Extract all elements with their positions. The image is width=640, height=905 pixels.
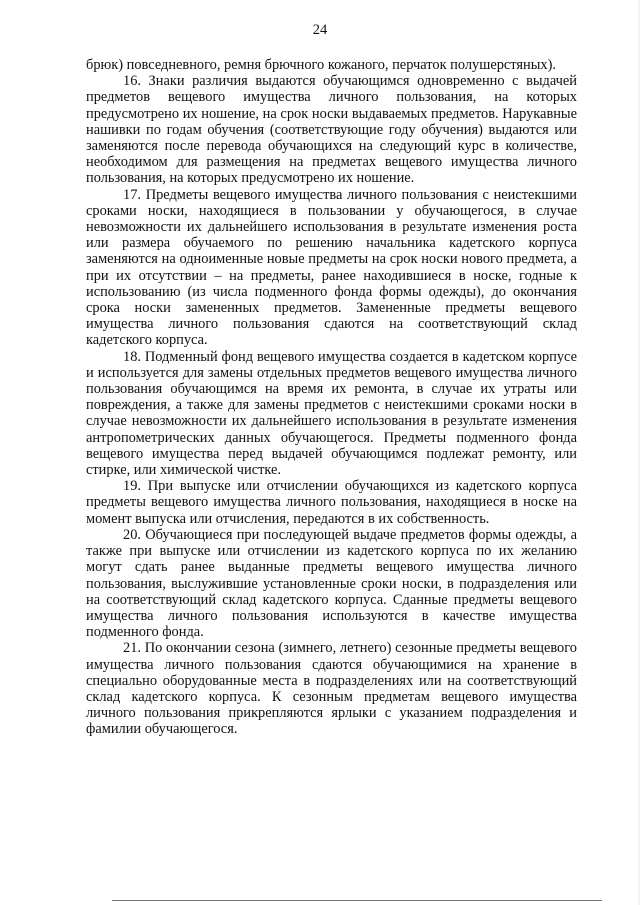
- paragraph-continuation: брюк) повседневного, ремня брючного кожаного, перчаток полушерстяных).: [86, 57, 556, 73]
- page-number: 24: [312, 22, 328, 38]
- paragraph-20: 20. Обучающиеся при последующей выдаче предметов формы одежды, а также при выпуске или отчислении из кадетского корпуса по их желанию могут сдать ранее выданные предметы вещевого имущества личного пользования, выслужившие установленные сроки носки, в подразделения или на соответствующий склад кадетского корпуса. Сданные предметы вещевого имущества личного пользования используются в качестве имущества подменного фонда.: [86, 526, 577, 641]
- paragraph-16: 16. Знаки различия выдаются обучающимся одновременно с выдачей предметов вещевого имущества личного пользования, на которых предусмотрено их ношение, на срок носки выдаваемых предметов. Нарукавные нашивки по годам обучения (соответствующие году обучения) выдаются или заменяются после перевода обучающихся на следующий курс в количестве, необходимом для размещения на предметах вещевого имущества личного пользования, на которых предусмотрено их ношение.: [86, 73, 577, 187]
- paragraph-18: 18. Подменный фонд вещевого имущества создается в кадетском корпусе и используется для замены отдельных предметов вещевого имущества личного пользования обучающимся на время их ремонта, в случае их утраты или повреждения, а также для замены предметов с неистекшими сроками носки в случае невозможности их дальнейшего использования в результате изменения антропометрических данных обучающегося. Предметы подменного фонда вещевого имущества перед выдачей обучающимся подлежат ремонту, или стирке, или химической чистке.: [86, 348, 577, 479]
- document-body: [86, 57, 577, 738]
- paragraph-21: 21. По окончании сезона (зимнего, летнего) сезонные предметы вещевого имущества личного пользования сдаются обучающимися на хранение в специально оборудованные места в подразделениях или на соответствующий склад кадетского корпуса. К сезонным предметам вещевого имущества личного пользования прикрепляются ярлыки с указанием подразделения и фамилии обучающегося.: [86, 640, 577, 738]
- paragraph-17: 17. Предметы вещевого имущества личного пользования с неистекшими сроками носки, находящиеся в пользовании у обучающегося, в случае невозможности их дальнейшего использования в результате изменения роста или размера обучаемого по решению начальника кадетского корпуса заменяются на одноименные новые предметы на срок носки нового предмета, а при их отсутствии – на предметы, ранее находившиеся в носке, годные к использованию (из числа подменного фонда формы одежды), до окончания срока носки замененных предметов. Замененные предметы вещевого имущества личного пользования сдаются на соответствующий склад кадетского корпуса.: [86, 186, 577, 349]
- paragraph-19: 19. При выпуске или отчислении обучающихся из кадетского корпуса предметы вещевого имущества личного пользования, находящиеся в носке на момент выпуска или отчисления, передаются в их собственность.: [86, 478, 577, 527]
- scan-bottom-line: [112, 900, 602, 901]
